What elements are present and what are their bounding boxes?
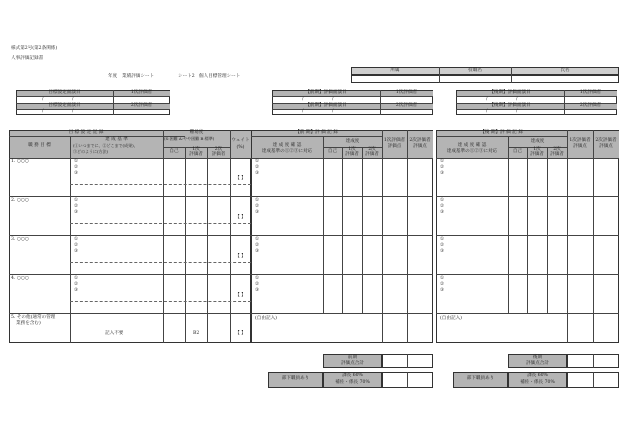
goal-meeting-date-1: 目標設定面談日: [48, 90, 81, 95]
s-first-eval-sub: 評価点: [573, 144, 587, 149]
first-confirm-header: 達 成 度 確 認: [272, 143, 302, 148]
difficulty-first: 1次: [192, 147, 200, 152]
row5-difficulty: B2: [193, 331, 200, 336]
confirm-2: ②: [440, 282, 445, 287]
first-meeting-date-2: 【前期】評価面談日: [305, 103, 347, 108]
second-first: 1次: [533, 147, 541, 152]
difficulty-header: 難易度: [189, 130, 204, 135]
second-total-label-2: 評価点合計: [526, 361, 549, 366]
difficulty-first-eval: 評価者: [189, 152, 203, 157]
first-meeting-date-1: 【前期】評価面談日: [305, 90, 347, 95]
criterion-3: ③: [74, 288, 79, 293]
confirm-3: ③: [440, 288, 445, 293]
goal-row-1-label: 1. ○○○: [11, 159, 29, 164]
goal-row-5-label-1: 5. その他(通常の管理: [11, 315, 56, 320]
first-evaluator-2: 2次評価者: [395, 103, 418, 108]
second-eval-header: 2次評価者: [409, 138, 431, 143]
weight-unit: (%): [236, 145, 245, 150]
second-ratio-1: 課長 60%: [527, 373, 548, 378]
date-slash: /: [302, 109, 304, 114]
sheet2-label: シート2: [178, 74, 195, 79]
first-evaluator-1: 1次評価者: [395, 90, 418, 95]
first-total-label-2: 評価点合計: [341, 361, 364, 366]
confirm-1: ①: [440, 159, 445, 164]
second-total-label: 後期: [532, 355, 543, 360]
criterion-2: ②: [74, 204, 79, 209]
difficulty-second: 2次: [214, 147, 223, 152]
date-slash: /: [332, 109, 334, 114]
confirm-1: ①: [440, 198, 445, 203]
first-confirm-note: 達成基準の①②③に対応: [261, 149, 313, 154]
s-second-eval-header: 2次評価者: [595, 138, 617, 143]
date-slash: /: [516, 109, 518, 114]
difficulty-second-eval: 評価者: [211, 152, 226, 157]
second-ratio-2: 補佐・係長 70%: [520, 380, 555, 385]
sheet2-name: 個人目標管理シート: [199, 74, 241, 79]
weight-field[interactable]: 【 】: [235, 293, 246, 298]
goal-row-2-label: 2. ○○○: [11, 198, 29, 203]
confirm-2: ②: [440, 165, 445, 170]
confirm-3: ③: [440, 249, 445, 254]
first-second-eval: 評価者: [365, 152, 379, 157]
confirm-2: ②: [440, 243, 445, 248]
confirm-1: ①: [255, 276, 260, 281]
first-first: 1次: [348, 147, 356, 152]
criterion-2: ②: [74, 282, 79, 287]
date-slash: /: [42, 97, 44, 102]
first-eval-sub: 評価点: [387, 144, 402, 149]
confirm-2: ②: [440, 204, 445, 209]
second-meeting-date-2: 【後期】評価面談日: [489, 103, 531, 108]
duty-header: 職 務 目 標: [28, 143, 51, 148]
date-slash: /: [516, 97, 518, 102]
second-confirm-header: 達 成 度 確 認: [457, 143, 487, 148]
affiliation-body: [351, 75, 619, 83]
criterion-2: ②: [74, 243, 79, 248]
position-label: 役職名: [468, 68, 482, 73]
confirm-1: ①: [255, 198, 260, 203]
affiliation-label: 所属: [390, 68, 400, 73]
weight-field[interactable]: 【 】: [235, 176, 246, 181]
confirm-2: ②: [255, 282, 260, 287]
weight-header: ウェイト: [231, 138, 250, 143]
criterion-1: ①: [74, 198, 79, 203]
goal-row-3-label: 3. ○○○: [11, 237, 29, 242]
criterion-3: ③: [74, 249, 79, 254]
goal-evaluator-1: 1次評価者: [130, 90, 153, 95]
goal-section-title: 目 標 設 定 記 録: [68, 130, 104, 135]
criteria-note-1: (①いつまでに、②どこまで(成果)、: [73, 143, 138, 148]
date-slash: /: [72, 109, 74, 114]
confirm-1: ①: [255, 237, 260, 242]
weight-field[interactable]: 【 】: [235, 254, 246, 259]
second-confirm-note: 達成基準の①②③に対応: [446, 149, 498, 154]
date-slash: /: [302, 97, 304, 102]
second-half-title: 【後 期】評 価 記 録: [480, 130, 523, 135]
first-second: 2次: [368, 147, 376, 152]
date-slash: /: [42, 109, 44, 114]
confirm-1: ①: [255, 159, 260, 164]
s-second-eval-sub: 評価点: [599, 144, 613, 149]
difficulty-self: 自己: [169, 149, 179, 154]
second-achievement-header: 達成度: [530, 139, 545, 144]
form-number: 様式第2号(第2条関係): [11, 46, 58, 51]
confirm-3: ③: [255, 249, 260, 254]
weight-field[interactable]: 【 】: [235, 215, 246, 220]
goal-evaluator-2: 2次評価者: [130, 103, 153, 108]
form-title: 人事評価記録書: [11, 56, 44, 61]
criterion-2: ②: [74, 165, 79, 170]
date-slash: /: [332, 97, 334, 102]
second-meeting-date-1: 【後期】評価面談日: [489, 90, 531, 95]
confirm-3: ③: [440, 171, 445, 176]
first-ratio-2: 補佐・係長 70%: [335, 380, 370, 385]
first-half-title: 【前 期】評 価 記 録: [295, 130, 338, 135]
first-self: 自己: [327, 149, 338, 154]
second-eval-sub: 評価点: [413, 144, 427, 149]
criterion-1: ①: [74, 276, 79, 281]
second-evaluator-2: 2次評価者: [579, 103, 602, 108]
date-slash: /: [486, 97, 488, 102]
first-achievement-header: 達成度: [345, 139, 360, 144]
goal-row-4-label: 4. ○○○: [11, 276, 29, 281]
criteria-header: 達 成 基 準: [105, 137, 128, 142]
confirm-2: ②: [255, 243, 260, 248]
confirm-2: ②: [255, 165, 260, 170]
year-label: 年度: [108, 74, 118, 79]
free-entry-label: (自由記入): [255, 316, 277, 321]
sheet-label: 業績評価シート: [122, 74, 155, 79]
goal-setting-table: [9, 130, 251, 343]
criterion-3: ③: [74, 210, 79, 215]
confirm-1: ①: [440, 276, 445, 281]
first-staff-label: 部下職員あり: [281, 376, 310, 381]
confirm-1: ①: [440, 237, 445, 242]
confirm-3: ③: [255, 210, 260, 215]
s-first-eval-header: 1次評価者: [569, 138, 591, 143]
first-total-label: 前期: [347, 355, 358, 360]
second-second: 2次: [553, 147, 561, 152]
first-eval-header: 1次評価者: [383, 138, 406, 143]
weight-field[interactable]: 【 】: [235, 331, 246, 336]
criteria-note-2: ③どのように(方法): [73, 149, 109, 154]
second-evaluator-1: 1次評価者: [579, 90, 602, 95]
difficulty-note: (S:困難 A:やや困難 B:標準): [164, 136, 215, 141]
confirm-3: ③: [255, 288, 260, 293]
goal-row-5-label-2: 業務を含む): [16, 321, 41, 326]
date-slash: /: [486, 109, 488, 114]
name-label: 氏名: [560, 68, 570, 73]
date-slash: /: [72, 97, 74, 102]
second-second-eval: 評価者: [550, 152, 564, 157]
confirm-3: ③: [440, 210, 445, 215]
goal-meeting-date-2: 目標設定面談日: [48, 103, 81, 108]
first-first-eval: 評価者: [345, 152, 359, 157]
no-entry-note: 記入不要: [105, 331, 124, 336]
criterion-1: ①: [74, 237, 79, 242]
second-self: 自己: [512, 149, 523, 154]
criterion-3: ③: [74, 171, 79, 176]
second-first-eval: 評価者: [530, 152, 544, 157]
confirm-3: ③: [255, 171, 260, 176]
criterion-1: ①: [74, 159, 79, 164]
free-entry-label: (自由記入): [440, 316, 462, 321]
second-staff-label: 部下職員あり: [466, 376, 495, 381]
confirm-2: ②: [255, 204, 260, 209]
first-ratio-1: 課長 60%: [342, 373, 363, 378]
